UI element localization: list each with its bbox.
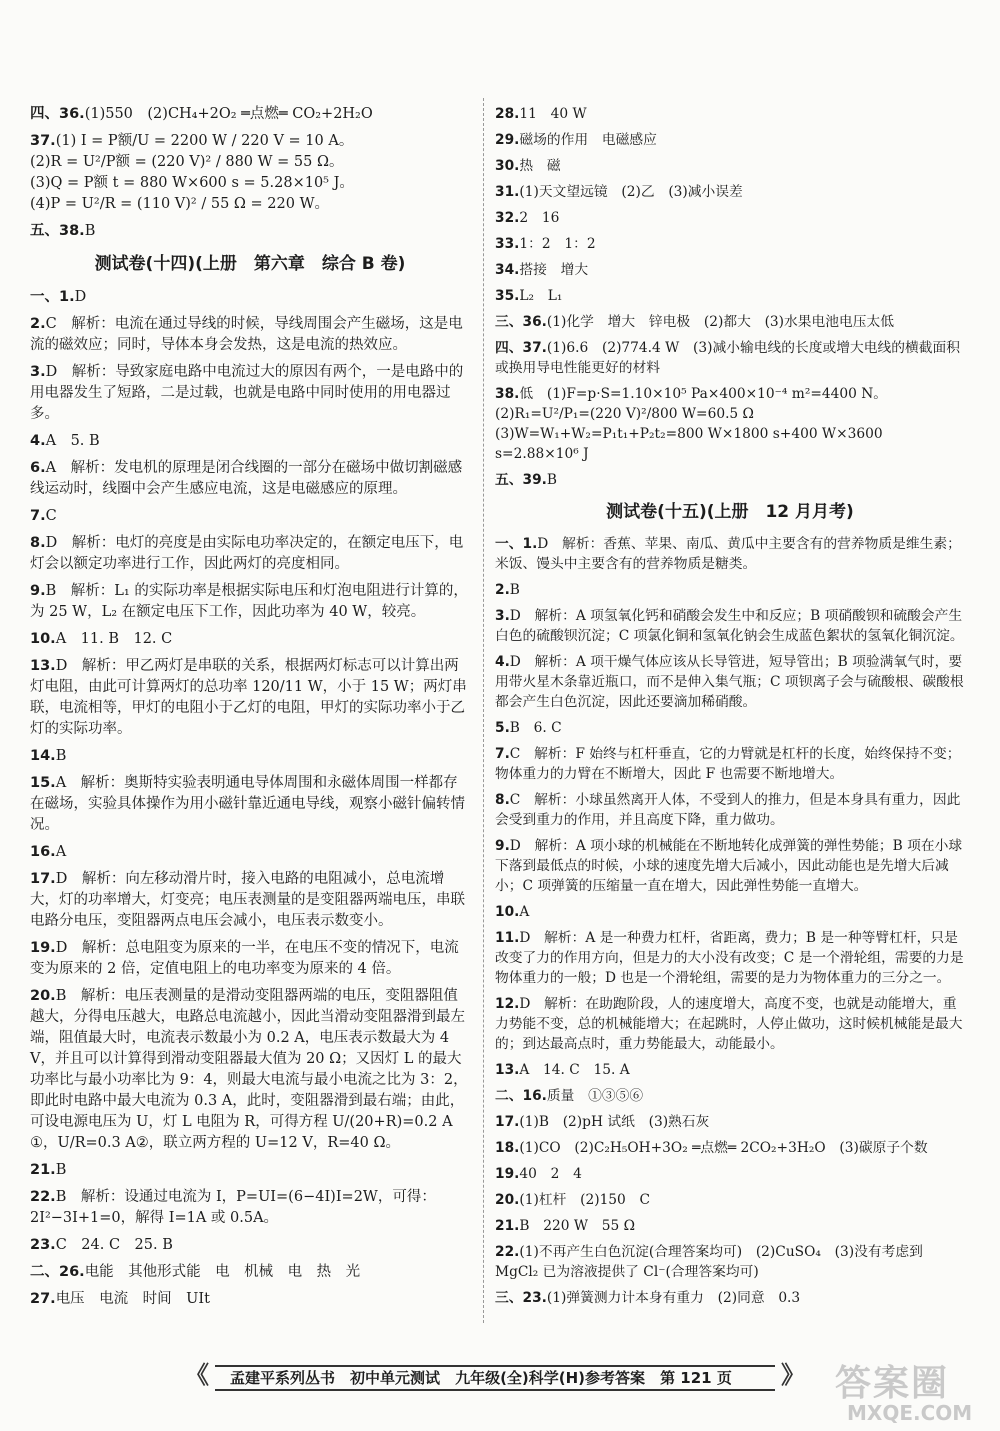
answer-text: B xyxy=(55,1162,67,1178)
answer-item xyxy=(495,104,965,124)
answer-item xyxy=(495,1242,965,1282)
question-number: 22. xyxy=(495,1244,520,1260)
answer-text: B 解析：L₁ 的实际功率是根据实际电压和灯泡电阻进行计算的，为 25 W，L₂ 在额定电压下工作，因此功率为 40 W，较亮。 xyxy=(30,583,468,620)
answer-item xyxy=(495,470,965,490)
question-number: 38. xyxy=(495,386,520,402)
answer-item xyxy=(495,1086,965,1106)
footer-page: 第 121 页 xyxy=(660,1369,732,1387)
question-number: 7. xyxy=(30,508,46,524)
answer-item xyxy=(495,312,965,332)
answer-text: D 解析：导致家庭电路中电流过大的原因有两个，一是电路中的用电器发生了短路，二是过载，也就是电路中同时使用的用电器过多。 xyxy=(30,364,464,422)
answer-text: D 解析：总电阻变为原来的一半，在电压不变的情况下，电流变为原来的 2 倍，定值电阻上的电功率变为原来的 4 倍。 xyxy=(30,940,459,977)
answer-text: (1)化学 增大 锌电极 (2)都大 (3)水果电池电压太低 xyxy=(546,314,895,330)
answer-text: C xyxy=(45,508,57,524)
answer-text: 电压 电流 时间 UIt xyxy=(55,1291,210,1307)
answer-item xyxy=(30,842,470,863)
answer-item xyxy=(495,260,965,280)
answer-text: D 解析：A 是一种费力杠杆，省距离，费力；B 是一种等臂杠杆，只是改变了力的作用方向，但是力的大小没有改变；C 是一个滑轮组，需要的力是物体重力的一般；D 也是一个滑轮组，需要的是力为物体重力的三分之一。 xyxy=(495,930,964,986)
question-number: 一、1. xyxy=(495,536,538,552)
question-number: 34. xyxy=(495,262,520,278)
answer-text: 11 40 W xyxy=(519,106,587,122)
answer-item xyxy=(30,431,470,452)
answer-text: B 6. C xyxy=(509,720,562,736)
answer-item xyxy=(495,156,965,176)
answer-text: B xyxy=(55,748,67,764)
footer-grade: 九年级(全)科学(H)参考答案 xyxy=(455,1369,646,1387)
question-number: 10. xyxy=(495,904,520,920)
answer-text: (1)杠杆 (2)150 C xyxy=(519,1192,651,1208)
answer-text: 热 磁 xyxy=(519,158,561,174)
answer-item xyxy=(30,506,470,527)
answer-item xyxy=(495,534,965,574)
answer-item xyxy=(30,581,470,623)
answer-item xyxy=(30,773,470,836)
question-number: 19. xyxy=(30,940,56,956)
answer-text: B 220 W 55 Ω xyxy=(519,1218,635,1234)
answer-text: C 24. C 25. B xyxy=(55,1237,173,1253)
answer-item xyxy=(30,629,470,650)
question-number: 32. xyxy=(495,210,520,226)
answer-text: 1：2 1：2 xyxy=(519,236,596,252)
question-number: 2. xyxy=(30,316,46,332)
answer-text: D xyxy=(74,289,87,305)
answer-item xyxy=(495,928,965,988)
question-number: 二、16. xyxy=(495,1088,547,1104)
answer-item xyxy=(495,286,965,306)
answer-text: 质量 ①③⑤⑥ xyxy=(546,1088,644,1104)
answer-item xyxy=(495,234,965,254)
question-number: 四、37. xyxy=(495,340,547,356)
answer-item xyxy=(495,718,965,738)
answer-text: (1)6.6 (2)774.4 W (3)减小输电线的长度或增大电线的横截面积或换用导电性能更好的材料 xyxy=(495,340,961,376)
watermark-url: MXQE.COM xyxy=(847,1401,973,1425)
column-divider xyxy=(483,98,484,1323)
answer-text: (1)不再产生白色沉淀(合理答案均可) (2)CuSO₄ (3)没有考虑到 MgCl₂ 已为溶液提供了 Cl⁻(合理答案均可) xyxy=(495,1244,928,1280)
chevron-right-icon: 》 xyxy=(781,1361,805,1389)
question-number: 35. xyxy=(495,288,520,304)
answer-text: (1)B (2)pH 试纸 (3)熟石灰 xyxy=(519,1114,710,1130)
answer-item xyxy=(30,131,470,215)
question-number: 18. xyxy=(495,1140,520,1156)
answer-item xyxy=(30,104,470,125)
question-number: 三、23. xyxy=(495,1290,547,1306)
question-number: 29. xyxy=(495,132,520,148)
answer-text: 2 16 xyxy=(519,210,560,226)
answer-item xyxy=(30,938,470,980)
question-number: 8. xyxy=(30,535,46,551)
question-number: 23. xyxy=(30,1237,56,1253)
answer-item xyxy=(30,221,470,242)
question-number: 3. xyxy=(495,608,510,624)
test-title: 测试卷(十四)(上册 第六章 综合 B 卷) xyxy=(94,254,406,274)
answer-text: A 11. B 12. C xyxy=(55,631,173,647)
answer-item xyxy=(30,1262,470,1283)
question-number: 五、39. xyxy=(495,472,547,488)
question-number: 7. xyxy=(495,746,510,762)
answer-item xyxy=(30,656,470,740)
question-number: 3. xyxy=(30,364,46,380)
answer-text: A 5. B xyxy=(45,433,100,449)
question-number: 14. xyxy=(30,748,56,764)
answer-text: D 解析：A 项小球的机械能在不断地转化成弹簧的弹性势能；B 项在小球下落到最低点的时候，小球的速度先增大后减小，因此动能也是先增大后减小；C 项弹簧的压缩量一直在增大，因此弹性势能一直增大。 xyxy=(495,838,963,894)
question-number: 2. xyxy=(495,582,510,598)
answer-item xyxy=(30,533,470,575)
question-number: 27. xyxy=(30,1291,56,1307)
answer-item xyxy=(30,1235,470,1256)
question-number: 5. xyxy=(495,720,510,736)
answer-text: D 解析：A 项干燥气体应该从长导管进，短导管出；B 项验满氧气时，要用带火星木条靠近瓶口，而不是伸入集气瓶；C 项钡离子会与硫酸根、碳酸根都会产生白色沉淀，因此还要滴加稀硝酸。 xyxy=(495,654,964,710)
chevron-left-icon: 《 xyxy=(185,1361,209,1389)
answer-text: C 解析：F 始终与杠杆垂直，它的力臂就是杠杆的长度，始终保持不变；物体重力的力臂在不断增大，因此 F 也需要不断地增大。 xyxy=(495,746,961,782)
answer-item xyxy=(495,836,965,896)
question-number: 6. xyxy=(30,460,46,476)
watermark xyxy=(835,1355,995,1425)
left-column xyxy=(30,104,470,1316)
answer-item xyxy=(30,746,470,767)
answer-text: 搭接 增大 xyxy=(519,262,589,278)
right-column xyxy=(495,104,965,1314)
question-number: 20. xyxy=(495,1192,520,1208)
question-number: 13. xyxy=(30,658,56,674)
answer-text: D 解析：电灯的亮度是由实际电功率决定的，在额定电压下，电灯会以额定功率进行工作，因此两灯的亮度相同。 xyxy=(30,535,464,572)
answer-text: L₂ L₁ xyxy=(519,288,563,304)
answer-text: D 解析：甲乙两灯是串联的关系，根据两灯标志可以计算出两灯电阻，由此可计算两灯的总功率 120/11 W，小于 15 W；两灯串联，电流相等，甲灯的电阻小于乙灯的电阻，甲灯的实际功率小于乙灯的实际功率。 xyxy=(30,658,467,737)
answer-item xyxy=(495,1060,965,1080)
answer-item xyxy=(495,384,965,464)
question-number: 10. xyxy=(30,631,56,647)
question-number: 31. xyxy=(495,184,520,200)
watermark-logo: 答案圈 xyxy=(835,1363,950,1404)
question-number: 19. xyxy=(495,1166,520,1182)
question-number: 三、36. xyxy=(495,314,547,330)
question-number: 15. xyxy=(30,775,56,791)
answer-item xyxy=(30,1160,470,1181)
page-footer xyxy=(185,1355,805,1395)
question-number: 22. xyxy=(30,1189,56,1205)
answer-item xyxy=(30,986,470,1154)
answer-text: D 解析：香蕉、苹果、南瓜、黄瓜中主要含有的营养物质是维生素；米饭、馒头中主要含有的营养物质是糖类。 xyxy=(495,536,961,572)
answer-text: (1)CO (2)C₂H₅OH+3O₂ ═点燃═ 2CO₂+3H₂O (3)碳原子个数 xyxy=(519,1140,928,1156)
question-number: 12. xyxy=(495,996,520,1012)
answer-item xyxy=(495,1190,965,1210)
answer-text: B xyxy=(84,223,96,239)
answer-item xyxy=(30,287,470,308)
answer-item xyxy=(30,458,470,500)
answer-text: A xyxy=(55,844,67,860)
answer-text: 磁场的作用 电磁感应 xyxy=(519,132,657,148)
test-title: 测试卷(十五)(上册 12 月月考) xyxy=(606,502,854,522)
question-number: 16. xyxy=(30,844,56,860)
answer-text: A xyxy=(519,904,530,920)
answer-item xyxy=(30,314,470,356)
footer-series: 孟建平系列丛书 xyxy=(230,1369,336,1387)
answer-text: (1)弹簧测力计本身有重力 (2)同意 0.3 xyxy=(546,1290,801,1306)
question-number: 30. xyxy=(495,158,520,174)
answer-text: B 解析：电压表测量的是滑动变阻器两端的电压，变阻器阻值越大，分得电压越大，电路总电流越小，因此当滑动变阻器滑到最左端，阻值最大时，电流表示数最小为 0.2 A，电压表示数最大为 4 V，并且可以计算得到滑动变阻器最大值为 20 Ω；又因灯 L 的最大功率比与最小功率比为 9：4，则最大电流与最小电流之比为 3：2，即此时电路中最大电流为 0.3 A，此时，变阻器滑到最右端；由此，可设电源电压为 U，灯 L 电阻为 R，可得方程 U/(20+R)=0.2 A ①，U/R=0.3 A②，联立两方程的 U=12 V，R=40 Ω。 xyxy=(30,988,468,1151)
question-number: 一、1. xyxy=(30,289,75,305)
answer-text: B 解析：设通过电流为 I，P=UI=(6−4I)I=2W，可得：2I²−3I+1=0，解得 I=1A 或 0.5A。 xyxy=(30,1189,436,1226)
answer-text: B xyxy=(509,582,520,598)
answer-item xyxy=(495,994,965,1054)
answer-text: D 解析：在助跑阶段，人的速度增大，高度不变，也就是动能增大，重力势能不变，总的机械能增大；在起跳时，人停止做功，这时候机械能是最大的；到达最高点时，重力势能最大，动能最小。 xyxy=(495,996,963,1052)
question-number: 17. xyxy=(30,871,56,887)
answer-item xyxy=(495,130,965,150)
answer-item xyxy=(495,606,965,646)
answer-text: (1)550 (2)CH₄+2O₂ ═点燃═ CO₂+2H₂O xyxy=(84,106,373,122)
answer-text: (1)天文望远镜 (2)乙 (3)减小误差 xyxy=(519,184,743,200)
question-number: 二、26. xyxy=(30,1264,85,1280)
answer-text: B xyxy=(546,472,557,488)
answer-text: D 解析：向左移动滑片时，接入电路的电阻减小，总电流增大，灯的功率增大，灯变亮；电压表测量的是变阻器两端电压，串联电路分电压，变阻器两点电压会减小，电压表示数变小。 xyxy=(30,871,465,929)
question-number: 21. xyxy=(495,1218,520,1234)
answer-text: 低 (1)F=p·S=1.10×10⁵ Pa×400×10⁻⁴ m²=4400 N。 (2)R₁=U²/P₁=(220 V)²/800 W=60.5 Ω (3)W=W₁+W₂=P₁t₁+P₂t₂=800 W×1800 s+400 W×3600 s=2.88×10⁶ J xyxy=(495,386,894,462)
question-number: 四、36. xyxy=(30,106,85,122)
answer-item xyxy=(495,1288,965,1308)
answer-item xyxy=(495,338,965,378)
question-number: 4. xyxy=(30,433,46,449)
answer-item xyxy=(30,869,470,932)
question-number: 28. xyxy=(495,106,520,122)
answer-text: 电能 其他形式能 电 机械 电 热 光 xyxy=(84,1264,361,1280)
question-number: 9. xyxy=(30,583,46,599)
answer-item xyxy=(495,652,965,712)
question-number: 9. xyxy=(495,838,510,854)
question-number: 五、38. xyxy=(30,223,85,239)
answer-item xyxy=(495,1138,965,1158)
answer-text: C 解析：小球虽然离开人体，不受到人的推力，但是本身具有重力，因此会受到重力的作用，并且高度下降，重力做功。 xyxy=(495,792,961,828)
answer-item xyxy=(495,182,965,202)
footer-text xyxy=(230,1367,732,1388)
answer-text: A 14. C 15. A xyxy=(519,1062,630,1078)
answer-item xyxy=(495,1164,965,1184)
question-number: 13. xyxy=(495,1062,520,1078)
answer-text: A 解析：奥斯特实验表明通电导体周围和永磁体周围一样都存在磁场，实验具体操作为用小磁针靠近通电导线，观察小磁针偏转情况。 xyxy=(30,775,465,833)
answer-item xyxy=(495,208,965,228)
answer-item xyxy=(495,790,965,830)
answer-item xyxy=(30,1289,470,1310)
footer-book: 初中单元测试 xyxy=(350,1369,441,1387)
answer-text: C 解析：电流在通过导线的时候，导线周围会产生磁场，这是电流的磁效应；同时，导体本身会发热，这是电流的热效应。 xyxy=(30,316,463,353)
answer-item xyxy=(495,1216,965,1236)
question-number: 37. xyxy=(30,133,56,149)
answer-item xyxy=(495,902,965,922)
question-number: 21. xyxy=(30,1162,56,1178)
answer-item xyxy=(30,362,470,425)
answer-text: D 解析：A 项氢氧化钙和硝酸会发生中和反应；B 项硝酸钡和硫酸会产生白色的硫酸钡沉淀；C 项氯化铜和氢氧化钠会生成蓝色絮状的氢氧化铜沉淀。 xyxy=(495,608,964,644)
question-number: 8. xyxy=(495,792,510,808)
question-number: 17. xyxy=(495,1114,520,1130)
answer-text: 40 2 4 xyxy=(519,1166,582,1182)
answer-item xyxy=(30,1187,470,1229)
question-number: 20. xyxy=(30,988,56,1004)
answer-text: (1) I = P额/U = 2200 W / 220 V = 10 A。 (2)R = U²/P额 = (220 V)² / 880 W = 55 Ω。 (3)Q = P额 t = 880 W×600 s = 5.28×10⁵ J。 (4)P = U²/R = (110 V)² / 55 Ω = 220 W。 xyxy=(30,133,354,212)
answer-item xyxy=(495,580,965,600)
answer-item xyxy=(495,1112,965,1132)
answer-text: A 解析：发电机的原理是闭合线圈的一部分在磁场中做切割磁感线运动时，线圈中会产生感应电流，这是电磁感应的原理。 xyxy=(30,460,463,497)
answer-item xyxy=(495,744,965,784)
question-number: 4. xyxy=(495,654,510,670)
question-number: 33. xyxy=(495,236,520,252)
question-number: 11. xyxy=(495,930,520,946)
